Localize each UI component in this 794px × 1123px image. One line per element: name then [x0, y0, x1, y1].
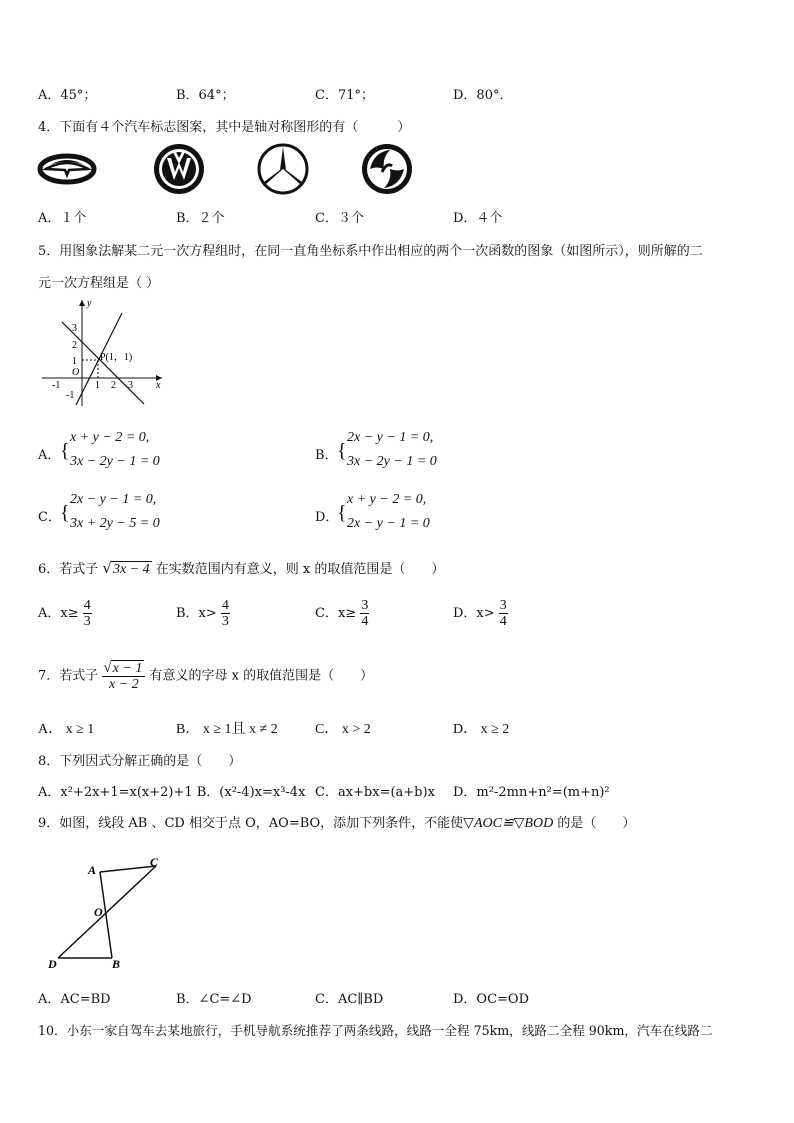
q7-stem: 7．若式子 $\frac{√x - 1}{x - 2}$ 有意义的字母 x 的取值范围是（ ） [38, 660, 374, 692]
q3-option-a: A．45°； [38, 88, 97, 103]
q7-option-b: B． x ≥ 1且 x ≠ 2 [176, 722, 278, 737]
q6-option-b [176, 598, 230, 629]
x-tick-1: 1 [95, 380, 100, 391]
q4-option-b: B．２个 [176, 211, 225, 226]
q5-stem-line2: 元一次方程组是（ ） [38, 276, 160, 291]
q9-stem-text: 9．如图，线段 AB 、CD 相交于点 O，AO=BO，添加下列条件，不能使 [38, 816, 464, 831]
q7-option-a: A． x ≥ 1 [38, 722, 95, 737]
q6-stem: 6．若式子 √3x − 4 在实数范围内有意义，则 x 的取值范围是（ ） [38, 559, 445, 577]
q8-option-d: D．m²-2mn+n²=(m+n)² [453, 785, 610, 800]
q4-option-a: A．１个 [38, 211, 87, 226]
q9-option-c: C．AC∥BD [315, 992, 384, 1007]
q6-option-b-text: B．x> [176, 606, 217, 621]
q6-option-d-text: D．x> [453, 606, 495, 621]
q3-option-c: C．71°； [315, 88, 374, 103]
q6-option-a-text: A．x≥ [38, 606, 79, 621]
q8-option-c: C．ax+bx=(a+b)x [315, 785, 435, 800]
q6-option-d [453, 598, 508, 629]
q4-option-c: C．３个 [315, 211, 364, 226]
q6-option-a-num: 4 [83, 598, 91, 613]
q7-option-d: D． x ≥ 2 [453, 722, 510, 737]
q8-stem: 8．下列因式分解正确的是（ ） [38, 754, 242, 769]
q7-num-radicand: x − 1 [112, 661, 143, 676]
q5-option-c-eq1: 2x − y − 1 = 0, [70, 492, 157, 507]
q7-stem-post: 有意义的字母 x 的取值范围是（ ） [149, 668, 374, 684]
x-tick-2: 2 [111, 380, 116, 391]
origin-label: O [72, 367, 80, 378]
y-tick-neg1: -1 [66, 390, 75, 401]
point-p-label: P(1，1) [100, 352, 133, 363]
q9-stem [38, 812, 635, 832]
q7-option-c: C． x > 2 [315, 722, 371, 737]
q6-option-c [315, 598, 369, 629]
y-tick-3: 3 [72, 323, 77, 334]
q6-option-a-den: 3 [83, 614, 91, 629]
q3-option-b: B．64°； [176, 88, 235, 103]
q5-option-a-eq2: 3x − 2y − 1 = 0 [70, 454, 160, 469]
label-a: A [88, 863, 97, 877]
x-axis-label: x [156, 380, 161, 391]
q6-option-d-den: 4 [499, 614, 507, 629]
q6-stem-post: 在实数范围内有意义，则 x 的取值范围是（ ） [155, 562, 445, 577]
q4-option-d: D．４个 [453, 211, 503, 226]
y-axis-label: y [87, 298, 92, 309]
q6-radicand: 3x − 4 [112, 562, 150, 577]
q8-option-ab: A．x²+2x+1=x(x+2)+1 B．(x²-4)x=x³-4x [38, 785, 306, 800]
dongfeng-logo-icon [360, 142, 414, 196]
q5-option-d-eq1: x + y − 2 = 0, [347, 492, 427, 507]
q5-coordinate-graph [40, 296, 168, 410]
q6-option-c-text: C．x≥ [315, 606, 357, 621]
q4-stem: 4．下面有４个汽车标志图案，其中是轴对称图形的有（ ） [38, 120, 411, 135]
q5-stem-line1: 5．用图象法解某二元一次方程组时，在同一直角坐标系中作出相应的两个一次函数的图象（如图所示），则所解的二 [38, 244, 703, 259]
q9-stem-post: 的是（ ） [553, 816, 636, 831]
q5-option-d-letter: D． [315, 510, 339, 525]
q6-option-b-den: 3 [221, 614, 229, 629]
x-tick-3: 3 [128, 380, 133, 391]
infiniti-logo-icon [36, 149, 98, 189]
label-b: B [112, 957, 121, 971]
q5-option-c-eq2: 3x + 2y − 5 = 0 [70, 516, 160, 531]
q5-option-c-letter: C． [38, 510, 61, 525]
q5-option-a-eq1: x + y − 2 = 0, [70, 430, 150, 445]
q9-figure [44, 852, 174, 976]
q7-stem-pre: 7．若式子 [38, 668, 99, 684]
q9-option-a: A．AC=BD [38, 992, 111, 1007]
q5-option-d-eq2: 2x − y − 1 = 0 [347, 516, 430, 531]
q6-option-b-num: 4 [221, 598, 229, 613]
q6-stem-pre: 6．若式子 [38, 562, 99, 577]
x-tick-neg1: -1 [52, 380, 61, 391]
q9-option-b: B．∠C=∠D [176, 992, 252, 1007]
q5-option-b-eq1: 2x − y − 1 = 0, [347, 430, 434, 445]
q5-option-b-eq2: 3x − 2y − 1 = 0 [347, 454, 437, 469]
q6-option-c-num: 3 [361, 598, 369, 613]
q6-option-c-den: 4 [361, 614, 369, 629]
q7-denominator: x − 2 [109, 677, 139, 692]
q5-option-b-letter: B． [315, 448, 338, 463]
label-d: D [48, 957, 57, 971]
q3-option-d: D．80°． [453, 88, 513, 103]
q5-option-a-letter: A． [38, 448, 61, 463]
y-tick-1: 1 [72, 356, 77, 367]
q9-congruence: ▽AOC≌▽BOD [463, 816, 554, 831]
mercedes-logo-icon [256, 142, 310, 196]
q6-option-d-num: 3 [499, 598, 507, 613]
label-o: O [94, 905, 103, 919]
label-c: C [150, 855, 159, 869]
q9-option-d: D．OC=OD [453, 992, 530, 1007]
volkswagen-logo-icon [152, 142, 206, 196]
q6-option-a [38, 598, 92, 629]
y-tick-2: 2 [72, 340, 77, 351]
q10-stem: 10．小东一家自驾车去某地旅行，手机导航系统推荐了两条线路，线路一全程 75km，线路二全程 90km，汽车在线路二 [38, 1023, 713, 1038]
